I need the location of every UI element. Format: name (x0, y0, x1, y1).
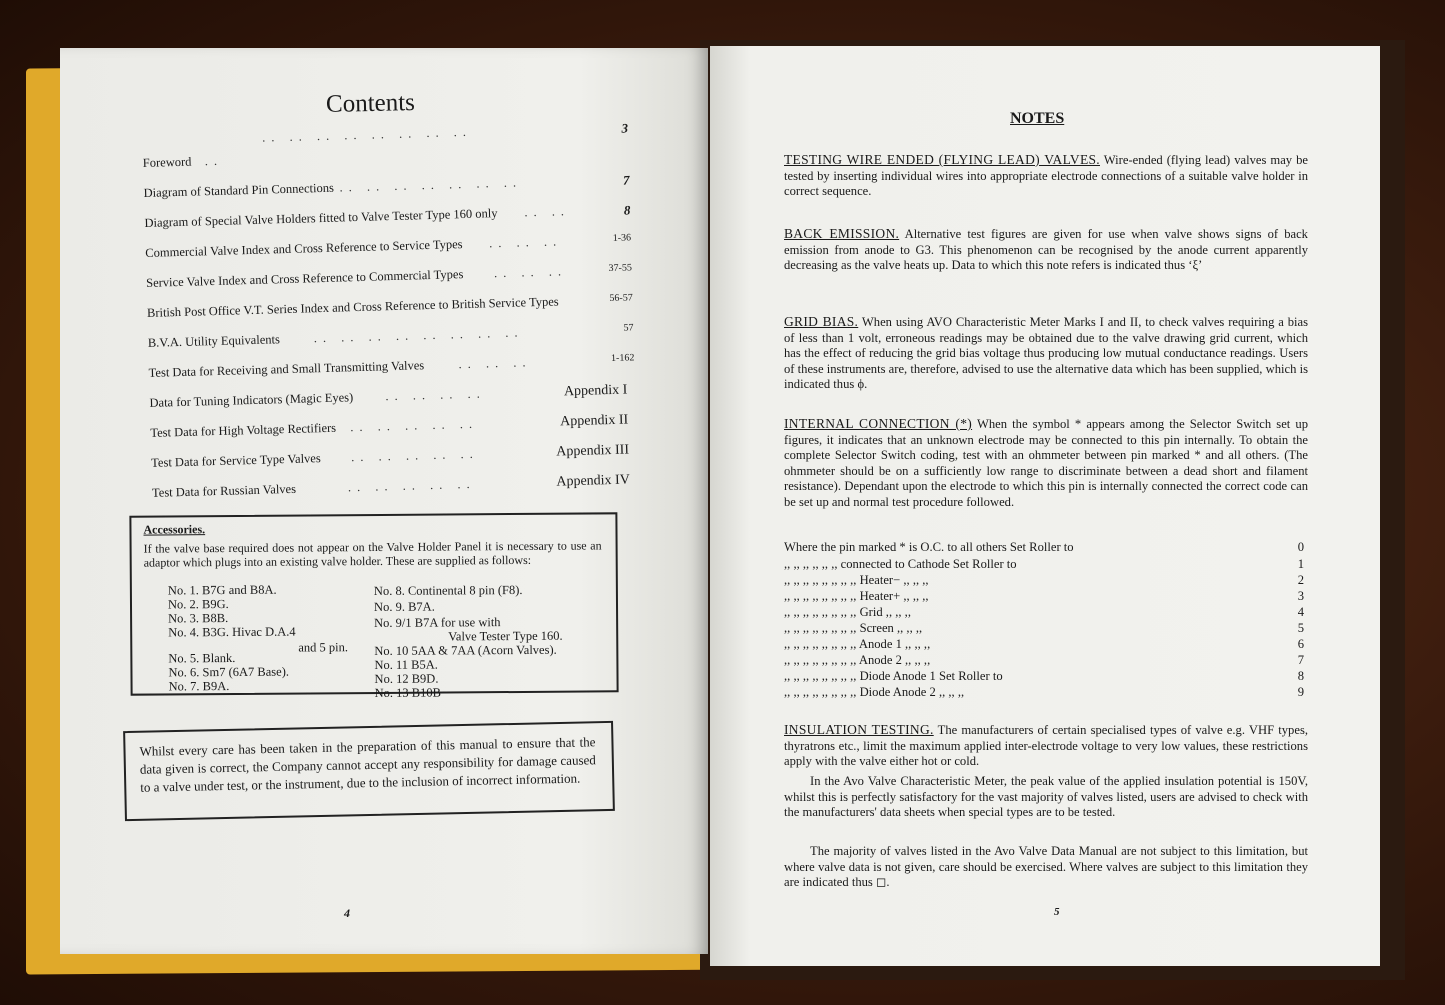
accessories-intro: If the valve base required does not appear on the Valve Holder Panel it is necessary to use an adaptor which plugs into an existing valve holder. These are supplied as follows: (143, 538, 602, 570)
toc-row (150, 442, 637, 470)
accessory-item: No. 11 B5A. (374, 657, 438, 672)
toc-page: 56-57 (609, 292, 633, 305)
pin-row-text: ,, ,, ,, ,, ,, ,, ,, ,, Heater− ,, ,, ,, (784, 573, 929, 587)
note-insulation-text-2: In the Avo Valve Characteristic Meter, the peak value of the applied insulation potential is 150V, whilst this is perfectly satisfactory for the vast majority of valves listed, users are advised to check with the manufacturers' data sheets when special types are to be tested. (784, 774, 1308, 820)
disclaimer-text: Whilst every care has been taken in the preparation of this manual to ensure that the data given is correct, the Company cannot accept any responsibility for damage caused to a valve under test, or the instrument, due to the inclusion of incorrect information. (139, 734, 596, 795)
toc-label: Test Data for High Voltage Rectifiers (150, 420, 337, 440)
toc-page: Appendix III (556, 442, 630, 460)
toc-page: 7 (622, 172, 630, 188)
pin-table-row (784, 621, 1304, 637)
note-insulation-text-3: The majority of valves listed in the Avo Valve Data Manual are not subject to this limitation, but where valve data is not given, care should be exercised. Where valves are subject to this limitation they are indicated thus ◻. (784, 844, 1308, 890)
toc-label: Data for Tuning Indicators (Magic Eyes) (149, 390, 354, 410)
pin-row-value: 7 (1297, 653, 1304, 667)
toc-label: Commercial Valve Index and Cross Reference to Service Types (145, 237, 463, 260)
note-heading: GRID BIAS. (784, 314, 859, 329)
accessory-item: No. 2. B9G. (167, 597, 229, 612)
accessory-item: No. 7. B9A. (168, 679, 230, 694)
pin-row-text: ,, ,, ,, ,, ,, ,, ,, ,, Screen ,, ,, ,, (784, 621, 923, 635)
toc-row (145, 232, 632, 260)
note-text: When using AVO Characteristic Meter Marks I and II, to check valves requiring a bias of less than 1 volt, erroneous readings may be obtained due to the valve drawing grid current, which has the effect of reducing the grid bias voltage thus producing low mutual conductance readings. Users of these instruments are, therefore, advised to use the alternative data which has been supplied, which is indicated thus ϕ. (784, 315, 1308, 392)
note-text: Alternative test figures are given for use when valve shows signs of back emission from anode to G3. This phenomenon can be recognised by the anode current apparently decreasing as the valve heats up. Data to which this note refers is indicated thus ‘ξ’ (784, 227, 1308, 273)
pin-row-text: Where the pin marked * is O.C. to all others Set Roller to (784, 540, 1074, 554)
accessory-item: No. 12 B9D. (374, 671, 439, 686)
toc-leader: .. .. .. .. .. .. .. .. (313, 325, 524, 346)
accessories-title: Accessories. (143, 522, 206, 537)
accessory-item: Valve Tester Type 160. (448, 628, 563, 644)
pin-table-row (784, 637, 1304, 653)
accessories-box (129, 512, 618, 700)
note-flying-lead (784, 152, 1308, 200)
pin-row-value: 4 (1297, 605, 1304, 619)
pin-row-text: ,, ,, ,, ,, ,, ,, ,, ,, Heater+ ,, ,, ,, (784, 589, 929, 603)
toc-page: 8 (623, 202, 631, 218)
toc-label: Diagram of Standard Pin Connections (143, 180, 335, 200)
note-grid-bias (784, 314, 1308, 393)
toc-label: Foreword (142, 154, 192, 170)
toc-leader: .. .. .. (488, 234, 563, 251)
toc-page: Appendix I (563, 382, 628, 400)
right-page (710, 46, 1380, 966)
accessory-item: No. 8. Continental 8 pin (F8). (373, 582, 523, 599)
note-text: Wire-ended (flying lead) valves may be tested by inserting individual wires into appropriate electrode connections of a suitable valve holder in correct sequence. (784, 153, 1308, 199)
pin-row-value: 0 (1297, 540, 1304, 554)
accessory-item: No. 5. Blank. (168, 650, 236, 666)
toc-row (143, 172, 630, 200)
toc-label: Service Valve Index and Cross Reference to Commercial Types (145, 267, 464, 290)
pin-row-value: 2 (1297, 573, 1304, 587)
toc-leader: .. .. .. .. .. .. .. .. (261, 124, 473, 145)
toc-leader: .. .. .. .. .. .. .. (339, 175, 523, 195)
toc-leader: .. .. .. .. .. (347, 476, 476, 495)
toc-row (147, 322, 634, 350)
toc-row (150, 412, 636, 440)
toc-label: B.V.A. Utility Equivalents (147, 332, 281, 350)
toc-leader: .. .. .. (493, 264, 568, 281)
note-heading: INSULATION TESTING. (784, 722, 934, 737)
accessory-item: No. 9. B7A. (373, 599, 435, 614)
toc-row (148, 352, 635, 380)
toc-label: Diagram of Special Valve Holders fitted to Valve Tester Type 160 only (144, 206, 498, 230)
toc-row (145, 262, 633, 290)
page-number: 4 (344, 906, 350, 920)
accessory-item: No. 6. Sm7 (6A7 Base). (168, 664, 290, 680)
pin-row-value: 8 (1297, 669, 1304, 683)
pin-row-text: ,, ,, ,, ,, ,, ,, ,, ,, Anode 1 ,, ,, ,, (784, 637, 931, 651)
toc-page: 3 (621, 120, 629, 136)
pin-table-row (784, 573, 1304, 589)
accessory-item: No. 1. B7G and B8A. (167, 582, 277, 598)
toc-leader: .. .. .. .. .. (350, 446, 480, 465)
pin-row-text: ,, ,, ,, ,, ,, ,, ,, ,, Diode Anode 2 ,, ,, ,, (784, 685, 965, 699)
page-title: Contents (325, 89, 416, 118)
left-page (60, 48, 708, 954)
pin-table-row (784, 557, 1304, 573)
pin-row-value: 5 (1297, 621, 1304, 635)
toc-row (142, 142, 629, 170)
pin-row-value: 6 (1297, 637, 1304, 651)
note-heading: TESTING WIRE ENDED (FLYING LEAD) VALVES. (784, 152, 1100, 167)
pin-table-row (784, 589, 1304, 605)
toc-leader: .. .. (524, 204, 571, 220)
toc-row (151, 472, 638, 500)
pin-row-text: ,, ,, ,, ,, ,, ,, ,, ,, Diode Anode 1 Set Roller to (784, 669, 1003, 683)
pin-table-row (784, 653, 1304, 669)
pin-table-row (784, 685, 1304, 701)
toc-row (144, 202, 631, 230)
toc-page: 1-36 (612, 232, 632, 244)
notes-title: NOTES (1010, 110, 1065, 127)
note-text: When the symbol * appears among the Selector Switch set up figures, it indicates that an unknown electrode may be connected to this pin internally. To obtain the complete Selector Switch coding, test with an ohmmeter between pin marked * and all others. (The ohmmeter should be on a sufficiently low range to discriminate between a dead short and filament resistance). Dependant upon the electrode to which this pin is internally connected the correct code can be set up and normal test procedure followed. (784, 417, 1309, 509)
note-insulation (784, 722, 1308, 770)
note-text: The manufacturers of certain specialised types of valve e.g. VHF types, thyratrons etc., limit the maximum applied inter-electrode voltage to very low values, these restrictions apply with the valve either hot or cold. (784, 723, 1308, 769)
pin-table-row (784, 540, 1304, 556)
pin-row-text: ,, ,, ,, ,, ,, ,, ,, ,, Grid ,, ,, ,, (784, 605, 911, 619)
pin-row-text: ,, ,, ,, ,, ,, ,, ,, ,, Anode 2 ,, ,, ,, (784, 653, 931, 667)
accessory-item: No. 9/1 B7A for use with (374, 615, 501, 630)
toc-label: British Post Office V.T. Series Index and Cross Reference to British Service Types (146, 294, 559, 320)
toc-leader: .. .. .. (458, 355, 532, 372)
accessory-item: No. 3. B8B. (168, 611, 229, 626)
toc-page: 57 (623, 322, 634, 334)
toc-page: Appendix IV (556, 472, 631, 490)
toc-label: Test Data for Service Type Valves (150, 451, 321, 470)
pin-row-value: 1 (1297, 557, 1304, 571)
toc-row (149, 382, 635, 410)
table-of-contents (142, 120, 637, 500)
note-heading: INTERNAL CONNECTION (*) (784, 416, 973, 431)
pin-table-row (784, 605, 1304, 621)
note-internal-connection (784, 416, 1308, 511)
pin-table-row (784, 669, 1304, 685)
toc-row (146, 292, 633, 320)
toc-page: 37-55 (608, 262, 633, 275)
page-number: 5 (1054, 906, 1060, 918)
note-heading: BACK EMISSION. (784, 226, 900, 241)
toc-label: Test Data for Russian Valves (151, 481, 297, 500)
note-back-emission (784, 226, 1308, 274)
pin-row-value: 9 (1297, 685, 1304, 699)
accessory-item: No. 10 5AA & 7AA (Acorn Valves). (374, 642, 557, 658)
pin-row-text: ,, ,, ,, ,, ,, ,, connected to Cathode Set Roller to (784, 557, 1017, 571)
toc-leader: .. .. .. .. .. (350, 416, 479, 435)
disclaimer-box (123, 721, 615, 821)
toc-page: Appendix II (559, 412, 629, 430)
toc-label: Test Data for Receiving and Small Transmitting Valves (148, 358, 425, 380)
toc-row (142, 120, 629, 145)
toc-leader: .. .. .. .. (385, 386, 486, 404)
toc-leader: .. (204, 153, 224, 169)
accessory-item: No. 4. B3G. Hivac D.A.4 (168, 624, 296, 640)
pin-row-value: 3 (1297, 589, 1304, 603)
toc-page: 1-162 (610, 352, 635, 364)
accessory-item: No. 13 B10B (374, 685, 441, 700)
accessory-item: and 5 pin. (298, 640, 349, 655)
